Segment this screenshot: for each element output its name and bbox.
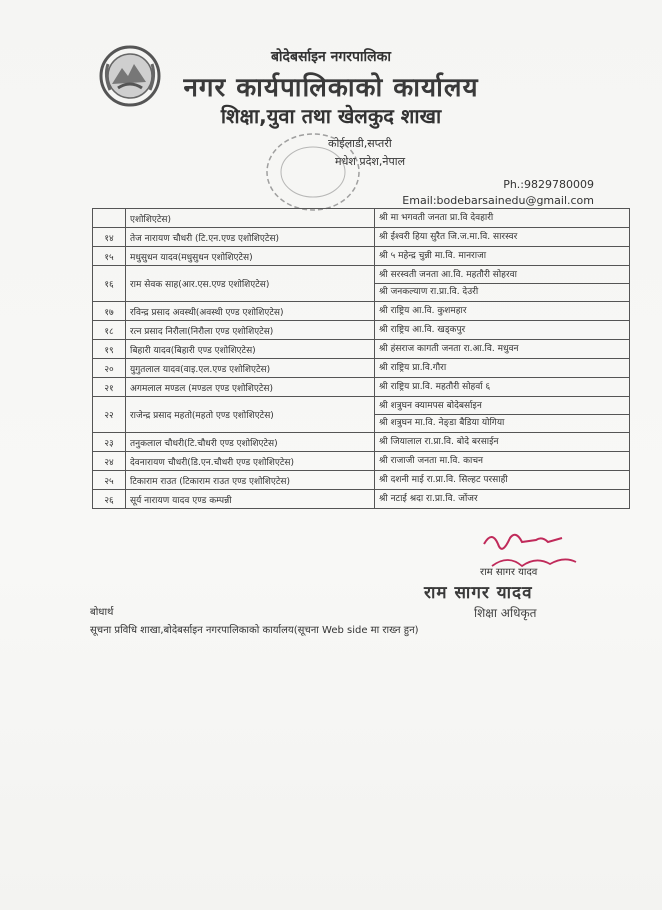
phone-number: Ph.:9829780009 — [503, 178, 594, 191]
serial-number: २३ — [93, 433, 126, 452]
table-row — [93, 340, 630, 359]
school-cell — [375, 397, 630, 433]
table-row — [93, 228, 630, 247]
school-cell — [375, 452, 630, 471]
table-row — [93, 471, 630, 490]
school-cell — [375, 302, 630, 321]
school-name: श्री राष्ट्रिय प्रा.वि.गौरा — [379, 363, 447, 373]
serial-number: १९ — [93, 340, 126, 359]
for-information-label: बोधार्थ — [90, 607, 114, 618]
school-name: श्री राष्ट्रिय आ.वि. कुशमहार — [379, 306, 467, 316]
auditor-firm: राजेन्द्र प्रसाद महतो(महतो एण्ड एशोशिएटेस) — [126, 397, 375, 433]
school-name: श्री दशनी माई रा.प्रा.वि. सिल्हट परसाही — [379, 475, 508, 485]
school-cell — [375, 359, 630, 378]
school-cell — [375, 378, 630, 397]
table-row — [93, 378, 630, 397]
school-name: श्री राष्ट्रिय आ.वि. खड्कपुर — [379, 325, 466, 335]
table-row — [93, 302, 630, 321]
email-address: Email:bodebarsainedu@gmail.com — [402, 194, 594, 207]
address-line: कोईलाडी,सप्तरी — [328, 137, 392, 150]
serial-number: १५ — [93, 247, 126, 266]
auditor-firm: बिहारी यादव(बिहारी एण्ड एशोशिएटेस) — [126, 340, 375, 359]
auditor-firm: युगुतलाल यादव(वाइ.एल.एण्ड एशोशिएटेस) — [126, 359, 375, 378]
auditor-firm: तनुकलाल चौधरी(टि.चौधरी एण्ड एशोशिएटेस) — [126, 433, 375, 452]
serial-number: १४ — [93, 228, 126, 247]
table-row — [93, 321, 630, 340]
serial-number: २४ — [93, 452, 126, 471]
school-name: श्री सरस्वती जनता आ.वि. महतौरी सोहरवा — [379, 270, 517, 280]
municipality-name: बोदेबर्साइन नगरपालिका — [270, 49, 392, 65]
school-name: श्री ५ महेन्द्र चुन्नी मा.वि. मानराजा — [379, 251, 487, 261]
school-cell — [375, 321, 630, 340]
signatory-designation: शिक्षा अधिकृत — [474, 606, 537, 620]
school-name: श्री शत्रुघन मा.वि. नेङ्डा बैडिया योगिया — [375, 414, 629, 431]
table-row — [93, 247, 630, 266]
school-cell — [375, 266, 630, 302]
office-stamp-icon — [258, 122, 368, 222]
serial-number: १८ — [93, 321, 126, 340]
auditor-firm: तेज नारायण चौधरी (टि.एन.एण्ड एशोशिएटेस) — [126, 228, 375, 247]
auditor-firm: राम सेवक साह(आर.एस.एण्ड एशोशिएटेस) — [126, 266, 375, 302]
table-row — [93, 452, 630, 471]
school-name: श्री जनकल्याण रा.प्रा.वि. देउरी — [375, 283, 629, 300]
auditor-firm: टिकाराम राउत (टिकाराम राउत एण्ड एशोशिएटेस) — [126, 471, 375, 490]
school-cell — [375, 490, 630, 509]
school-name: श्री हंसराज कागती जनता रा.आ.वि. मधुवन — [379, 344, 519, 354]
school-cell — [375, 340, 630, 359]
serial-number: २५ — [93, 471, 126, 490]
signatory-name: राम सागर यादव — [480, 567, 538, 578]
school-name: श्री ईश्वरी हिया सुरैत जि.ज.मा.वि. सारस्वर — [379, 232, 518, 242]
auditor-firm: देवनारायण चौधरी(डि.एन.चौधरी एण्ड एशोशिएटेस) — [126, 452, 375, 471]
signatory-stamp-name: राम सागर यादव — [424, 583, 533, 603]
serial-number — [93, 209, 126, 228]
school-cell — [375, 471, 630, 490]
serial-number: १६ — [93, 266, 126, 302]
school-cell — [375, 433, 630, 452]
school-name: श्री राजाजी जनता मा.वि. काचन — [379, 456, 484, 466]
serial-number: २० — [93, 359, 126, 378]
serial-number: १७ — [93, 302, 126, 321]
office-name: नगर कार्यपालिकाको कार्यालय — [183, 73, 479, 103]
serial-number: २६ — [93, 490, 126, 509]
table-row — [93, 209, 630, 228]
auditor-firm: सूर्य नारायण यादव एण्ड कम्पन्नी — [126, 490, 375, 509]
assignment-table — [92, 208, 630, 509]
auditor-firm: रत्न प्रसाद निरौला(निरौला एण्ड एशोशिएटेस) — [126, 321, 375, 340]
recipient-line: सूचना प्रविधि शाखा,बोदेबर्साइन नगरपालिकाको कार्यालय(सूचना Web side मा राख्न हुन) — [90, 625, 419, 636]
section-name: शिक्षा,युवा तथा खेलकुद शाखा — [220, 104, 442, 128]
school-cell — [375, 209, 630, 228]
auditor-firm: मधुसुधन यादव(मधुसुधन एशोशिएटेस) — [126, 247, 375, 266]
table-row — [93, 359, 630, 378]
table-row — [93, 266, 630, 302]
serial-number: २२ — [93, 397, 126, 433]
school-cell — [375, 247, 630, 266]
school-name: श्री शत्रुघन क्यामपस बोदेबर्साइन — [379, 401, 482, 411]
serial-number: २१ — [93, 378, 126, 397]
school-name: श्री नटाई श्रदा रा.प्रा.वि. जोंजर — [379, 494, 478, 504]
auditor-firm: अगमलाल मण्डल (मण्डल एण्ड एशोशिएटेस) — [126, 378, 375, 397]
school-cell — [375, 228, 630, 247]
province-line: मधेश प्रदेश,नेपाल — [335, 155, 406, 168]
school-name: श्री मा भगवती जनता प्रा.वि देवहारी — [379, 213, 494, 223]
auditor-firm: रविन्द्र प्रसाद अवस्थी(अवस्थी एण्ड एशोशिएटेस) — [126, 302, 375, 321]
table-row — [93, 433, 630, 452]
school-name: श्री राष्ट्रिय प्रा.वि. महतौरी सोहर्वा ६ — [379, 382, 491, 392]
table-row — [93, 490, 630, 509]
table-row — [93, 397, 630, 433]
auditor-firm: एशोशिएटेस) — [126, 209, 375, 228]
school-name: श्री जियालाल रा.प्रा.वि. बोदे बरसाईन — [379, 437, 499, 447]
